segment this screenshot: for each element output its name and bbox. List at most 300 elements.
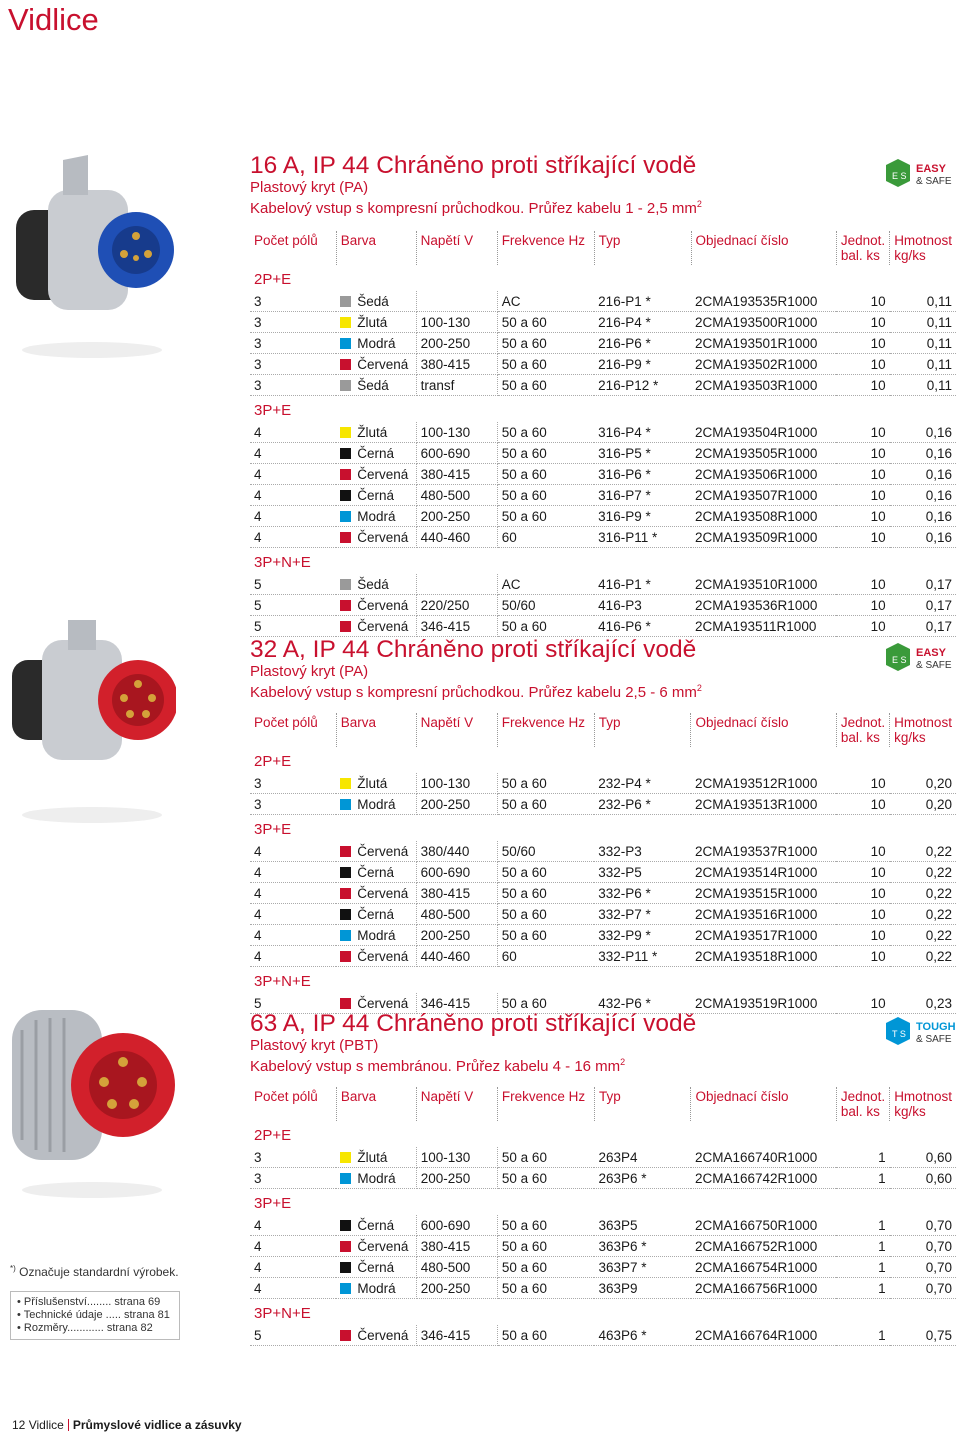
cell-freq: 50 a 60	[497, 354, 594, 375]
color-name: Šedá	[357, 377, 389, 393]
group-row	[250, 265, 956, 291]
cell-freq: 60	[497, 946, 594, 967]
cell-weight: 0,22	[890, 862, 956, 883]
cell-voltage: 346-415	[416, 993, 497, 1014]
color-swatch	[340, 1241, 351, 1252]
cell-voltage: 100-130	[416, 1147, 497, 1168]
group-row	[250, 548, 956, 575]
section-cable-entry: Kabelový vstup s kompresní průchodkou. Průřez kabelu 2,5 - 6 $mm^2$	[250, 683, 702, 701]
color-name: Černá	[357, 1259, 395, 1275]
cell-poles: 3	[250, 773, 336, 794]
cell-voltage: 346-415	[416, 616, 497, 637]
cell-type: 316-P11 *	[594, 527, 691, 548]
cell-unit: 1	[836, 1278, 889, 1299]
color-name: Červená	[357, 1327, 409, 1343]
cell-voltage: 200-250	[416, 1278, 497, 1299]
cell-unit: 10	[836, 574, 889, 595]
cell-order: 2CMA166750R1000	[691, 1215, 836, 1236]
cell-freq: 50 a 60	[497, 883, 594, 904]
column-header-type: Typ	[594, 1087, 690, 1121]
cell-weight: 0,22	[890, 946, 956, 967]
group-label: 2P+E	[254, 270, 292, 288]
cell-type: 363P9	[594, 1278, 690, 1299]
cell-type: 316-P9 *	[594, 506, 691, 527]
page-number: 12	[12, 1418, 26, 1432]
cell-type: 263P6 *	[594, 1168, 690, 1189]
svg-text:EASY: EASY	[916, 647, 946, 659]
table-row	[250, 422, 956, 443]
cell-voltage: transf	[416, 375, 497, 396]
table-row	[250, 925, 956, 946]
cell-type: 363P5	[594, 1215, 690, 1236]
cell-poles: 4	[250, 443, 336, 464]
color-swatch	[340, 998, 351, 1009]
footnote: *) Označuje standardní výrobek.	[10, 1264, 179, 1279]
column-header-freq: Frekvence Hz	[497, 231, 594, 265]
cell-freq: 50 a 60	[497, 773, 594, 794]
easy-safe-badge	[884, 157, 956, 191]
cell-voltage: 200-250	[416, 925, 497, 946]
cell-weight: 0,70	[890, 1278, 956, 1299]
cell-color	[336, 1325, 416, 1346]
color-swatch	[340, 469, 351, 480]
table-row	[250, 1147, 956, 1168]
cell-weight: 0,16	[890, 527, 956, 548]
table-header-row	[250, 231, 956, 265]
color-swatch	[340, 930, 351, 941]
cell-order: 2CMA193509R1000	[691, 527, 836, 548]
cell-freq: 50 a 60	[497, 506, 594, 527]
cell-voltage: 100-130	[416, 773, 497, 794]
table-row	[250, 485, 956, 506]
group-row	[250, 815, 956, 842]
cell-color	[336, 333, 416, 354]
cell-unit: 10	[836, 291, 889, 312]
cell-unit: 10	[836, 312, 889, 333]
cell-color	[336, 862, 416, 883]
cell-weight: 0,70	[890, 1257, 956, 1278]
cell-order: 2CMA193503R1000	[691, 375, 836, 396]
cell-poles: 3	[250, 291, 336, 312]
cell-weight: 0,23	[890, 993, 956, 1014]
cell-poles: 3	[250, 1147, 336, 1168]
cell-unit: 1	[836, 1147, 889, 1168]
cell-weight: 0,11	[890, 291, 956, 312]
cell-weight: 0,60	[890, 1168, 956, 1189]
cell-color	[336, 1215, 416, 1236]
column-header-unit: Jednot. bal. ks	[836, 1087, 889, 1121]
column-header-order: Objednací číslo	[691, 713, 836, 747]
cell-order: 2CMA193515R1000	[691, 883, 836, 904]
cell-voltage: 480-500	[416, 904, 497, 925]
table-row	[250, 443, 956, 464]
cell-color	[336, 422, 416, 443]
cell-color	[336, 464, 416, 485]
cell-order: 2CMA193507R1000	[691, 485, 836, 506]
color-name: Modrá	[357, 508, 396, 524]
cell-poles: 3	[250, 312, 336, 333]
color-swatch	[340, 867, 351, 878]
cell-freq: 50 a 60	[497, 443, 594, 464]
color-swatch	[340, 1330, 351, 1341]
cell-color	[336, 485, 416, 506]
cell-voltage: 480-500	[416, 1257, 497, 1278]
cell-color	[336, 946, 416, 967]
column-header-order: Objednací číslo	[691, 1087, 836, 1121]
color-swatch	[340, 909, 351, 920]
color-swatch	[340, 317, 351, 328]
table-row	[250, 794, 956, 815]
color-name: Černá	[357, 906, 395, 922]
color-swatch	[340, 888, 351, 899]
svg-text:EASY: EASY	[916, 163, 946, 175]
cell-type: 463P6 *	[594, 1325, 690, 1346]
cell-unit: 10	[836, 464, 889, 485]
cell-order: 2CMA193508R1000	[691, 506, 836, 527]
cell-weight: 0,16	[890, 464, 956, 485]
cell-unit: 10	[836, 925, 889, 946]
column-header-order: Objednací číslo	[691, 231, 836, 265]
section-housing: Plastový kryt (PBT)	[250, 1037, 379, 1054]
link-dimensions[interactable]: • Rozměry............ strana 82	[17, 1322, 173, 1335]
cell-color	[336, 506, 416, 527]
table-row	[250, 1215, 956, 1236]
color-name: Červená	[357, 597, 409, 613]
cell-freq: 50/60	[497, 595, 594, 616]
svg-text:E S: E S	[892, 171, 907, 181]
cell-voltage: 200-250	[416, 794, 497, 815]
cell-unit: 1	[836, 1325, 889, 1346]
cell-voltage: 100-130	[416, 312, 497, 333]
group-label: 3P+N+E	[254, 972, 311, 990]
cell-voltage: 380-415	[416, 883, 497, 904]
cell-type: 416-P1 *	[594, 574, 691, 595]
color-swatch	[340, 532, 351, 543]
cell-voltage: 380-415	[416, 464, 497, 485]
table-row	[250, 506, 956, 527]
cell-order: 2CMA193519R1000	[691, 993, 836, 1014]
group-row	[250, 1299, 956, 1326]
cell-unit: 1	[836, 1215, 889, 1236]
cell-poles: 4	[250, 506, 336, 527]
color-name: Červená	[357, 1238, 409, 1254]
cell-poles: 4	[250, 485, 336, 506]
red-plug-image	[8, 620, 176, 830]
cell-type: 216-P4 *	[594, 312, 691, 333]
cell-freq: 50 a 60	[497, 1325, 594, 1346]
cell-unit: 10	[836, 993, 889, 1014]
cell-freq: 50 a 60	[497, 485, 594, 506]
cell-color	[336, 794, 416, 815]
color-name: Žlutá	[357, 424, 388, 440]
blue-plug-image	[8, 150, 176, 360]
cell-type: 216-P6 *	[594, 333, 691, 354]
cell-unit: 10	[836, 595, 889, 616]
group-row	[250, 396, 956, 423]
cell-color	[336, 841, 416, 862]
cell-freq: 60	[497, 527, 594, 548]
cell-poles: 5	[250, 1325, 336, 1346]
cell-order: 2CMA193502R1000	[691, 354, 836, 375]
color-swatch	[340, 1283, 351, 1294]
cell-color	[336, 354, 416, 375]
table-row	[250, 291, 956, 312]
table-row	[250, 375, 956, 396]
cell-poles: 3	[250, 354, 336, 375]
cell-order: 2CMA166742R1000	[691, 1168, 836, 1189]
color-name: Černá	[357, 1217, 395, 1233]
column-header-unit: Jednot. bal. ks	[836, 713, 889, 747]
cell-order: 2CMA193517R1000	[691, 925, 836, 946]
cell-weight: 0,75	[890, 1325, 956, 1346]
cell-weight: 0,17	[890, 595, 956, 616]
section-housing: Plastový kryt (PA)	[250, 179, 369, 196]
cell-poles: 4	[250, 464, 336, 485]
cell-poles: 4	[250, 1257, 336, 1278]
cell-color	[336, 312, 416, 333]
color-name: Červená	[357, 885, 409, 901]
column-header-color: Barva	[336, 1087, 416, 1121]
cell-unit: 1	[836, 1257, 889, 1278]
color-name: Červená	[357, 356, 409, 372]
column-header-voltage: Napětí V	[416, 231, 497, 265]
table-row	[250, 1257, 956, 1278]
color-name: Šedá	[357, 576, 389, 592]
cell-weight: 0,11	[890, 354, 956, 375]
color-swatch	[340, 1173, 351, 1184]
cell-type: 263P4	[594, 1147, 690, 1168]
cell-voltage: 600-690	[416, 443, 497, 464]
cell-freq: 50 a 60	[497, 925, 594, 946]
cell-color	[336, 1236, 416, 1257]
cell-voltage: 480-500	[416, 485, 497, 506]
cell-type: 316-P5 *	[594, 443, 691, 464]
cell-order: 2CMA166754R1000	[691, 1257, 836, 1278]
cell-type: 316-P6 *	[594, 464, 691, 485]
column-header-unit: Jednot. bal. ks	[836, 231, 889, 265]
column-header-freq: Frekvence Hz	[497, 1087, 594, 1121]
table-header-row	[250, 713, 956, 747]
group-label: 2P+E	[254, 1126, 292, 1144]
color-name: Červená	[357, 466, 409, 482]
cell-poles: 4	[250, 1236, 336, 1257]
cell-poles: 4	[250, 422, 336, 443]
cell-color	[336, 595, 416, 616]
cell-order: 2CMA193511R1000	[691, 616, 836, 637]
color-swatch	[340, 511, 351, 522]
section-cable-entry: Kabelový vstup s kompresní průchodkou. Průřez kabelu 1 - 2,5 $mm^2$	[250, 199, 702, 217]
cell-type: 316-P4 *	[594, 422, 691, 443]
cell-weight: 0,16	[890, 443, 956, 464]
color-swatch	[340, 621, 351, 632]
table-row	[250, 904, 956, 925]
cell-type: 216-P12 *	[594, 375, 691, 396]
cell-poles: 5	[250, 616, 336, 637]
cell-poles: 4	[250, 1278, 336, 1299]
cell-freq: 50 a 60	[497, 312, 594, 333]
cell-freq: 50 a 60	[497, 616, 594, 637]
cell-type: 232-P6 *	[594, 794, 691, 815]
page-title: Vidlice	[8, 2, 99, 37]
cell-weight: 0,60	[890, 1147, 956, 1168]
cell-order: 2CMA193506R1000	[691, 464, 836, 485]
column-header-poles: Počet pólů	[250, 713, 336, 747]
table-row	[250, 1236, 956, 1257]
table-row	[250, 527, 956, 548]
section-housing: Plastový kryt (PA)	[250, 663, 369, 680]
cell-poles: 3	[250, 375, 336, 396]
color-swatch	[340, 600, 351, 611]
cell-poles: 5	[250, 595, 336, 616]
link-accessories[interactable]: • Příslušenství........ strana 69	[17, 1296, 173, 1309]
svg-text:E S: E S	[892, 655, 907, 665]
color-swatch	[340, 380, 351, 391]
tough-safe-badge	[884, 1015, 956, 1049]
section-63a	[250, 1011, 960, 1346]
cell-type: 332-P6 *	[594, 883, 691, 904]
svg-text:& SAFE: & SAFE	[916, 1034, 952, 1045]
color-name: Černá	[357, 445, 395, 461]
cell-weight: 0,16	[890, 506, 956, 527]
table-row	[250, 312, 956, 333]
cell-order: 2CMA193505R1000	[691, 443, 836, 464]
cell-freq: 50 a 60	[497, 464, 594, 485]
cell-type: 332-P3	[594, 841, 691, 862]
cell-voltage: 380-415	[416, 1236, 497, 1257]
color-swatch	[340, 427, 351, 438]
cell-freq: 50 a 60	[497, 333, 594, 354]
cell-poles: 4	[250, 841, 336, 862]
color-name: Žlutá	[357, 314, 388, 330]
table-row	[250, 333, 956, 354]
cell-voltage: 440-460	[416, 946, 497, 967]
cell-unit: 1	[836, 1236, 889, 1257]
group-label: 3P+N+E	[254, 553, 311, 571]
page-links-box	[10, 1291, 180, 1340]
group-label: 3P+E	[254, 1194, 292, 1212]
table-row	[250, 946, 956, 967]
cell-freq: 50 a 60	[497, 375, 594, 396]
cell-freq: 50 a 60	[497, 1168, 594, 1189]
group-row	[250, 747, 956, 773]
color-swatch	[340, 1152, 351, 1163]
cell-color	[336, 616, 416, 637]
cell-color	[336, 375, 416, 396]
cell-unit: 10	[836, 841, 889, 862]
table-row	[250, 616, 956, 637]
table-row	[250, 773, 956, 794]
svg-text:T S: T S	[892, 1029, 906, 1039]
cell-freq: 50 a 60	[497, 1257, 594, 1278]
cell-weight: 0,22	[890, 925, 956, 946]
color-name: Modrá	[357, 1170, 396, 1186]
table-row	[250, 1278, 956, 1299]
cell-color	[336, 1257, 416, 1278]
cell-weight: 0,20	[890, 794, 956, 815]
cell-order: 2CMA166756R1000	[691, 1278, 836, 1299]
cell-poles: 4	[250, 904, 336, 925]
cell-freq: AC	[497, 291, 594, 312]
color-name: Červená	[357, 995, 409, 1011]
group-label: 3P+E	[254, 401, 292, 419]
footer-catalog: Průmyslové vidlice a zásuvky	[72, 1418, 242, 1432]
color-swatch	[340, 490, 351, 501]
table-row	[250, 841, 956, 862]
section-32a	[250, 637, 960, 1014]
cell-voltage	[416, 291, 497, 312]
cell-freq: 50/60	[497, 841, 594, 862]
color-name: Černá	[357, 487, 395, 503]
color-name: Modrá	[357, 927, 396, 943]
cell-weight: 0,16	[890, 485, 956, 506]
column-header-weight: Hmotnost kg/ks	[894, 715, 952, 745]
cell-order: 2CMA193513R1000	[691, 794, 836, 815]
color-swatch	[340, 448, 351, 459]
cell-order: 2CMA193537R1000	[691, 841, 836, 862]
group-row	[250, 1121, 956, 1147]
cell-unit: 10	[836, 485, 889, 506]
section-title: 63 A, IP 44 Chráněno proti stříkající vodě	[250, 1010, 697, 1037]
cell-color	[336, 443, 416, 464]
table-row	[250, 354, 956, 375]
column-header-weight: Hmotnost kg/ks	[894, 1089, 952, 1119]
cell-poles: 4	[250, 946, 336, 967]
cell-poles: 4	[250, 1215, 336, 1236]
column-header-type: Typ	[594, 231, 691, 265]
color-swatch	[340, 799, 351, 810]
cell-weight: 0,17	[890, 616, 956, 637]
cell-order: 2CMA166752R1000	[691, 1236, 836, 1257]
group-label: 2P+E	[254, 752, 292, 770]
cell-freq: 50 a 60	[497, 1147, 594, 1168]
cell-order: 2CMA193504R1000	[691, 422, 836, 443]
cell-color	[336, 1168, 416, 1189]
cell-color	[336, 1147, 416, 1168]
color-name: Modrá	[357, 796, 396, 812]
cell-type: 416-P3	[594, 595, 691, 616]
cell-color	[336, 904, 416, 925]
cell-unit: 1	[836, 1168, 889, 1189]
cell-color	[336, 925, 416, 946]
cell-voltage: 440-460	[416, 527, 497, 548]
table-row	[250, 1325, 956, 1346]
table-row	[250, 1168, 956, 1189]
link-technical-data[interactable]: • Technické údaje ..... strana 81	[17, 1309, 173, 1322]
cell-type: 216-P9 *	[594, 354, 691, 375]
cell-order: 2CMA193501R1000	[691, 333, 836, 354]
cell-type: 216-P1 *	[594, 291, 691, 312]
color-name: Modrá	[357, 1280, 396, 1296]
color-name: Šedá	[357, 293, 389, 309]
cell-poles: 3	[250, 794, 336, 815]
cell-unit: 10	[836, 862, 889, 883]
color-swatch	[340, 359, 351, 370]
cell-voltage: 200-250	[416, 1168, 497, 1189]
cell-order: 2CMA193535R1000	[691, 291, 836, 312]
cell-freq: 50 a 60	[497, 794, 594, 815]
cell-type: 332-P5	[594, 862, 691, 883]
cell-weight: 0,22	[890, 883, 956, 904]
group-label: 3P+N+E	[254, 1304, 311, 1322]
cell-type: 363P6 *	[594, 1236, 690, 1257]
cell-color	[336, 574, 416, 595]
cell-poles: 3	[250, 333, 336, 354]
cell-poles: 4	[250, 883, 336, 904]
color-swatch	[340, 338, 351, 349]
cell-unit: 10	[836, 527, 889, 548]
cell-type: 316-P7 *	[594, 485, 691, 506]
table-row	[250, 883, 956, 904]
